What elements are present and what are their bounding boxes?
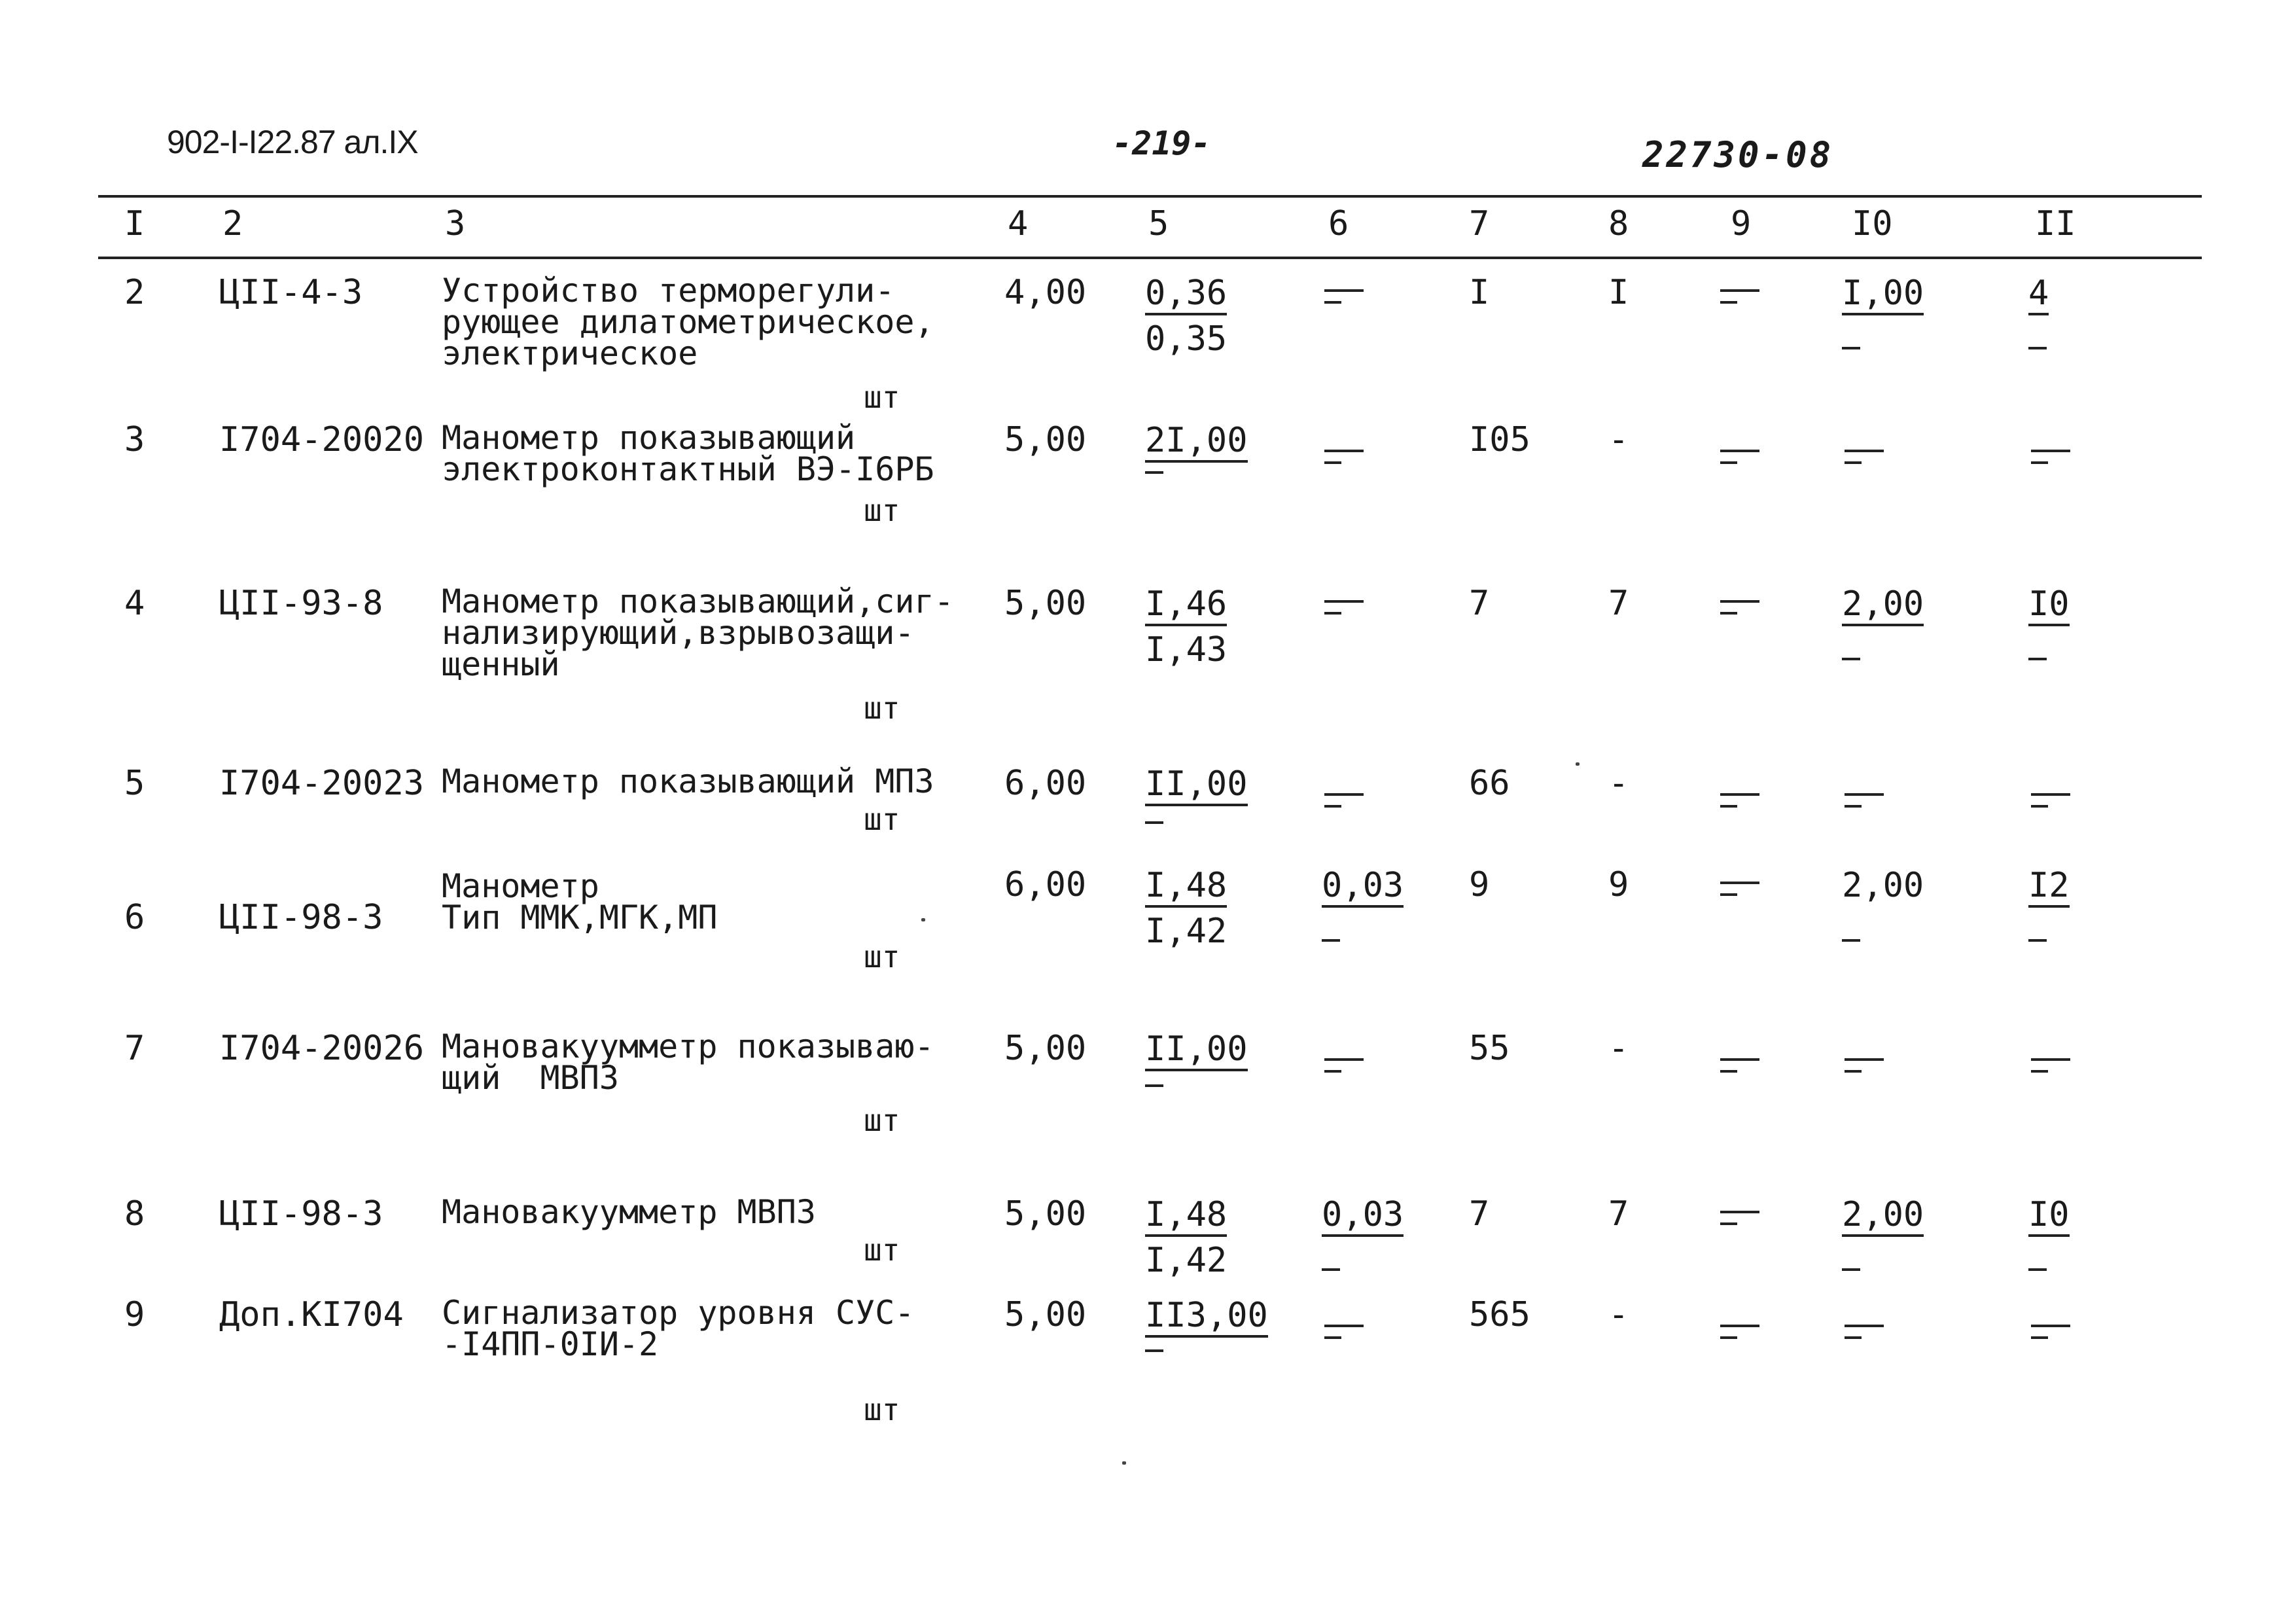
row-number: 9 <box>124 1295 145 1334</box>
fraction-denominator-dash <box>1145 821 1163 824</box>
fraction-denominator: I,43 <box>1145 630 1227 669</box>
quantity: 5,00 <box>1004 1295 1087 1334</box>
item-code: ЦII-93-8 <box>219 584 383 623</box>
column-7-value: 55 <box>1469 1029 1510 1068</box>
fraction-denominator-dash <box>2028 658 2047 660</box>
empty-value-dash <box>2028 1310 2073 1349</box>
column-7-value: 7 <box>1469 584 1490 623</box>
empty-value-dash <box>1322 435 1366 474</box>
unit-label: шт <box>864 380 900 415</box>
price-fraction <box>1145 766 1248 806</box>
document-code: 902-I-I22.87 ал.IX <box>167 124 418 160</box>
empty-value-dash <box>1842 435 1886 474</box>
column-11-fraction <box>2028 275 2049 315</box>
empty-value-dash <box>1842 779 1886 818</box>
fraction-denominator-dash <box>1322 939 1340 942</box>
empty-value-dash <box>1718 586 1762 625</box>
fraction-numerator: I,00 <box>1842 275 1924 315</box>
column-11-fraction <box>2028 1196 2070 1237</box>
column-8-value: 7 <box>1608 1194 1629 1234</box>
fraction-denominator-dash <box>1322 1268 1340 1271</box>
column-6-fraction <box>1322 1196 1404 1237</box>
fraction-numerator: I2 <box>2028 867 2070 908</box>
empty-value-dash <box>1322 275 1366 314</box>
row-number: 2 <box>124 273 145 312</box>
unit-label: шт <box>864 1103 900 1138</box>
empty-value-dash <box>1322 779 1366 818</box>
column-number: 8 <box>1608 204 1629 243</box>
fraction-denominator-dash <box>1842 658 1860 660</box>
empty-value-dash <box>1322 586 1366 625</box>
column-10-fraction <box>1842 1196 1924 1237</box>
fraction-denominator-dash <box>2028 939 2047 942</box>
column-8-value: - <box>1608 1295 1629 1334</box>
empty-value-dash <box>1718 1310 1762 1349</box>
fraction-denominator-dash <box>1842 1268 1860 1271</box>
quantity: 5,00 <box>1004 1029 1087 1068</box>
table-header-rule <box>98 257 2202 259</box>
column-8-value: - <box>1608 420 1629 459</box>
price-fraction <box>1145 1196 1227 1279</box>
empty-value-dash <box>1718 1044 1762 1083</box>
inventory-stamp: 22730-08 <box>1642 134 1834 175</box>
row-number: 7 <box>124 1029 145 1068</box>
scan-speck <box>1122 1461 1126 1465</box>
price-fraction <box>1145 1297 1268 1338</box>
column-7-value: I <box>1469 273 1490 312</box>
fraction-denominator-dash <box>1145 471 1163 474</box>
empty-value-dash <box>1718 867 1762 906</box>
column-number: 7 <box>1469 204 1490 243</box>
fraction-numerator: II,00 <box>1145 766 1248 806</box>
fraction-denominator-dash <box>1842 939 1860 942</box>
scan-speck <box>921 918 925 921</box>
fraction-numerator: 0,03 <box>1322 867 1404 908</box>
column-8-value: 7 <box>1608 584 1629 623</box>
empty-value-dash <box>1322 1044 1366 1083</box>
table-top-rule <box>98 195 2202 198</box>
unit-label: шт <box>864 802 900 837</box>
price-fraction <box>1145 867 1227 950</box>
quantity: 6,00 <box>1004 764 1087 803</box>
fraction-numerator: 0,36 <box>1145 275 1227 315</box>
quantity: 5,00 <box>1004 584 1087 623</box>
quantity: 5,00 <box>1004 1194 1087 1234</box>
column-8-value: - <box>1608 764 1629 803</box>
unit-label: шт <box>864 939 900 974</box>
fraction-numerator: 2,00 <box>1842 866 1924 905</box>
item-code: Доп.КI704 <box>219 1295 404 1334</box>
price-fraction <box>1145 422 1248 463</box>
fraction-denominator-dash <box>1145 1084 1163 1087</box>
fraction-denominator: I,42 <box>1145 1241 1227 1280</box>
item-description: Манометр показывающий электроконтактный ВЭ-I6РБ <box>442 419 934 488</box>
row-number: 5 <box>124 764 145 803</box>
row-number: 4 <box>124 584 145 623</box>
fraction-denominator-dash <box>1145 1349 1163 1352</box>
empty-value-dash <box>1842 1310 1886 1349</box>
empty-value-dash <box>1842 1044 1886 1083</box>
column-6-fraction <box>1322 867 1404 908</box>
unit-label: шт <box>864 1232 900 1268</box>
item-description: Мановакуумметр МВПЗ <box>442 1193 816 1231</box>
quantity: 4,00 <box>1004 273 1087 312</box>
fraction-numerator: 2,00 <box>1842 586 1924 626</box>
item-code: I704-20026 <box>219 1029 425 1068</box>
fraction-denominator: 0,35 <box>1145 319 1227 359</box>
fraction-denominator-dash <box>2028 1268 2047 1271</box>
price-fraction <box>1145 1031 1248 1071</box>
item-code: I704-20023 <box>219 764 425 803</box>
empty-value-dash <box>2028 435 2073 474</box>
column-11-fraction <box>2028 867 2070 908</box>
empty-value-dash <box>1718 779 1762 818</box>
item-description: Манометр показывающий,сиг- нализирующий,взрывозащи- щенный <box>442 582 954 683</box>
unit-label: шт <box>864 493 900 528</box>
column-number: 3 <box>445 204 466 243</box>
fraction-numerator: 2I,00 <box>1145 422 1248 463</box>
item-code: I704-20020 <box>219 420 425 459</box>
item-description: Мановакуумметр показываю- щий МВПЗ <box>442 1027 934 1097</box>
fraction-numerator: II3,00 <box>1145 1297 1268 1338</box>
price-fraction <box>1145 586 1227 668</box>
row-number: 3 <box>124 420 145 459</box>
column-8-value: I <box>1608 273 1629 312</box>
column-7-value: 7 <box>1469 1194 1490 1234</box>
column-number: I0 <box>1852 204 1893 243</box>
item-description: Устройство терморегули- рующее дилатометрическое, электрическое <box>442 272 934 372</box>
scan-speck <box>1576 762 1580 766</box>
empty-value-dash <box>1322 1310 1366 1349</box>
item-code: ЦII-98-3 <box>219 898 383 937</box>
fraction-denominator-dash <box>1842 347 1860 349</box>
item-code: ЦII-98-3 <box>219 1194 383 1234</box>
empty-value-dash <box>1718 435 1762 474</box>
column-7-value: 565 <box>1469 1295 1530 1334</box>
item-description: Манометр показывающий МПЗ <box>442 762 934 800</box>
page-number: -219- <box>1112 124 1211 162</box>
empty-value-dash <box>1718 1196 1762 1236</box>
item-code: ЦII-4-3 <box>219 273 363 312</box>
column-number: 5 <box>1148 204 1169 243</box>
column-8-value: - <box>1608 1029 1629 1068</box>
column-number: 2 <box>222 204 243 243</box>
row-number: 8 <box>124 1194 145 1234</box>
column-7-value: 9 <box>1469 865 1490 904</box>
column-7-value: I05 <box>1469 420 1530 459</box>
quantity: 6,00 <box>1004 865 1087 904</box>
row-number: 6 <box>124 898 145 937</box>
column-number: I <box>124 204 145 243</box>
item-description: Сигнализатор уровня СУС- -I4ПП-0IИ-2 <box>442 1294 915 1363</box>
fraction-denominator: I,42 <box>1145 912 1227 951</box>
column-10-fraction <box>1842 586 1924 626</box>
fraction-numerator: I0 <box>2028 586 2070 626</box>
fraction-numerator: I,46 <box>1145 586 1227 626</box>
fraction-numerator: II,00 <box>1145 1031 1248 1071</box>
fraction-numerator: I0 <box>2028 1196 2070 1237</box>
column-number: 6 <box>1328 204 1349 243</box>
fraction-numerator: 2,00 <box>1842 1196 1924 1237</box>
item-description: Манометр Тип ММК,МГК,МП <box>442 867 718 936</box>
price-fraction <box>1145 275 1227 357</box>
column-10-fraction <box>1842 275 1924 315</box>
column-10-fraction <box>1842 867 1924 905</box>
fraction-numerator: 4 <box>2028 275 2049 315</box>
unit-label: шт <box>864 690 900 726</box>
column-number: 4 <box>1008 204 1029 243</box>
empty-value-dash <box>2028 779 2073 818</box>
empty-value-dash <box>2028 1044 2073 1083</box>
fraction-numerator: I,48 <box>1145 867 1227 908</box>
fraction-denominator-dash <box>2028 347 2047 349</box>
column-number: II <box>2035 204 2076 243</box>
column-11-fraction <box>2028 586 2070 626</box>
fraction-numerator: 0,03 <box>1322 1196 1404 1237</box>
column-number: 9 <box>1731 204 1752 243</box>
fraction-numerator: I,48 <box>1145 1196 1227 1237</box>
empty-value-dash <box>1718 275 1762 314</box>
column-7-value: 66 <box>1469 764 1510 803</box>
quantity: 5,00 <box>1004 420 1087 459</box>
column-8-value: 9 <box>1608 865 1629 904</box>
unit-label: шт <box>864 1392 900 1427</box>
